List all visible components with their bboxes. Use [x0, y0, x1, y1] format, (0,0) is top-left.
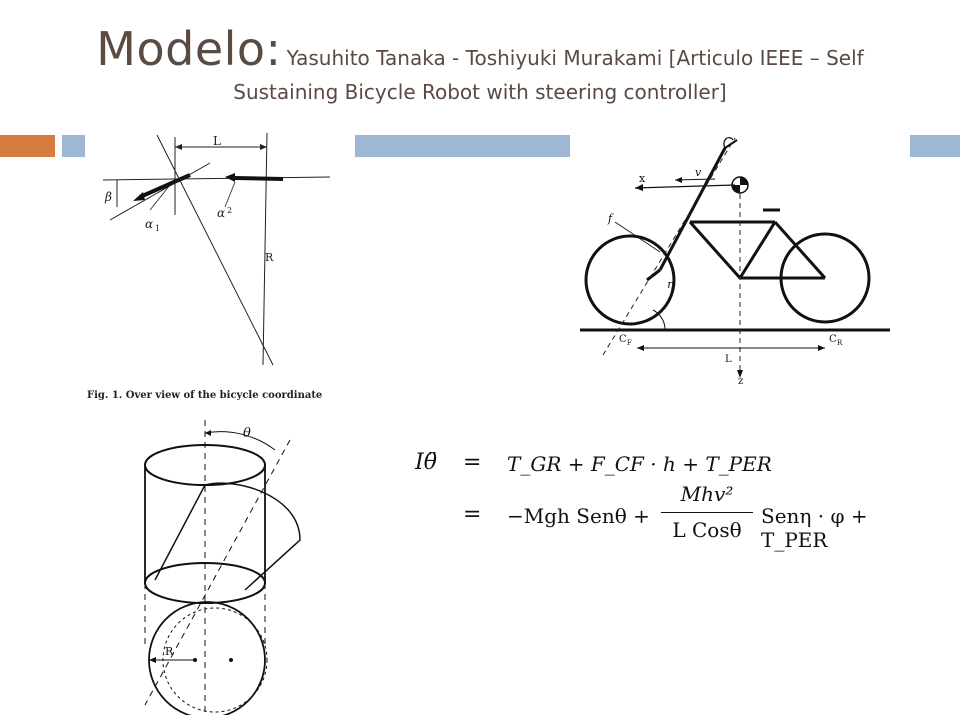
- fig2-label-eta: η: [667, 278, 674, 291]
- equation-line2-prefix: −Mgh Senθ +: [507, 504, 650, 528]
- fig1-label-alpha2: α: [217, 206, 226, 220]
- fig1-caption: Fig. 1. Over view of the bicycle coordinate: [87, 390, 323, 401]
- accent-bar-blue-2: [338, 135, 570, 157]
- fig3-label-R: R: [165, 645, 174, 658]
- fig2-label-x: x: [639, 172, 646, 185]
- fig2-label-CF: C: [619, 334, 627, 345]
- equation-block: [415, 450, 935, 570]
- title-subtitle-line2: Sustaining Bicycle Robot with steering controller]: [233, 80, 727, 104]
- figure-bicycle-coordinate: [85, 125, 355, 405]
- accent-bar-orange: [0, 135, 55, 157]
- title-subtitle-line1: Yasuhito Tanaka - Toshiyuki Murakami [Articulo IEEE – Self: [286, 46, 864, 70]
- accent-bar-blue-3: [910, 135, 960, 157]
- equation-line1: T_GR + F_CF · h + T_PER: [507, 452, 772, 476]
- fig1-label-alpha1: α: [145, 217, 154, 231]
- equation-lhs: Iθ̈: [415, 450, 437, 475]
- figure-bicycle-side-view: [575, 130, 895, 385]
- fig1-label-L: L: [213, 134, 221, 148]
- fig1-label-beta: β: [105, 190, 112, 204]
- fig2-label-CF-sub: F: [627, 339, 632, 347]
- equation-line2-suffix: Senη · φ + T_PER: [761, 504, 868, 552]
- fig2-label-f: f: [608, 212, 613, 225]
- fig2-label-z: z: [738, 376, 744, 385]
- equation-frac-num: Mhv²: [680, 482, 734, 506]
- equation-eq-2: =: [463, 502, 482, 527]
- fig2-label-CR-sub: R: [837, 339, 843, 347]
- equation-frac-den: L Cosθ: [672, 518, 742, 542]
- fig1-label-alpha1-sub: 1: [155, 224, 161, 233]
- figure-cylinder-model: [125, 415, 325, 715]
- fig2-label-v: v: [695, 166, 702, 179]
- fig2-label-L: L: [725, 354, 732, 365]
- fig3-label-theta: θ: [243, 426, 251, 441]
- fig2-label-CR: C: [829, 334, 837, 345]
- fig1-label-R: R: [265, 251, 274, 264]
- equation-frac-bar: [661, 512, 753, 513]
- fig1-label-alpha2-sub: 2: [227, 206, 233, 215]
- equation-eq-1: =: [463, 450, 482, 475]
- slide-title: [0, 22, 960, 104]
- title-main: Modelo:: [96, 22, 282, 76]
